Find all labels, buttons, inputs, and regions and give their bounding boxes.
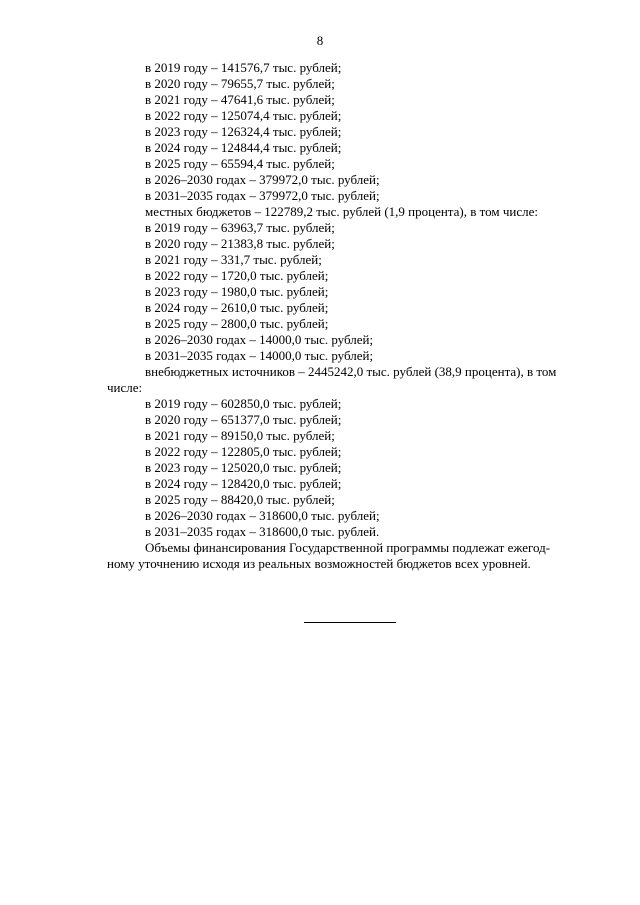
list-item: в 2024 году – 128420,0 тыс. рублей; xyxy=(145,476,342,491)
list-item: в 2020 году – 651377,0 тыс. рублей; xyxy=(145,412,342,427)
extra-budgetary-heading-line: числе: xyxy=(107,380,143,395)
list-item: в 2022 году – 1720,0 тыс. рублей; xyxy=(145,268,329,283)
list-item: в 2021 году – 47641,6 тыс. рублей; xyxy=(145,92,335,107)
list-item: в 2024 году – 124844,4 тыс. рублей; xyxy=(145,140,342,155)
list-item: в 2021 году – 331,7 тыс. рублей; xyxy=(145,252,322,267)
extra-budgetary-heading-line: внебюджетных источников – 2445242,0 тыс. рублей (38,9 процента), в том xyxy=(145,364,557,379)
list-item: в 2019 году – 141576,7 тыс. рублей; xyxy=(145,60,342,75)
list-item: в 2031–2035 годах – 379972,0 тыс. рублей; xyxy=(145,188,380,203)
list-item: в 2026–2030 годах – 318600,0 тыс. рублей; xyxy=(145,508,380,523)
list-item: в 2025 году – 2800,0 тыс. рублей; xyxy=(145,316,329,331)
list-item: в 2031–2035 годах – 14000,0 тыс. рублей; xyxy=(145,348,374,363)
list-item: в 2025 году – 88420,0 тыс. рублей; xyxy=(145,492,335,507)
list-item: в 2023 году – 125020,0 тыс. рублей; xyxy=(145,460,342,475)
list-item: в 2023 году – 126324,4 тыс. рублей; xyxy=(145,124,342,139)
list-item: в 2025 году – 65594,4 тыс. рублей; xyxy=(145,156,335,171)
extra-budgetary-heading xyxy=(107,364,595,396)
closing-paragraph-line: Объемы финансирования Государственной программы подлежат ежегод- xyxy=(145,540,551,555)
list-item: в 2026–2030 годах – 14000,0 тыс. рублей; xyxy=(145,332,374,347)
extra-budgetary-years-list xyxy=(107,396,595,540)
list-item: в 2022 году – 122805,0 тыс. рублей; xyxy=(145,444,342,459)
list-item: в 2021 году – 89150,0 тыс. рублей; xyxy=(145,428,335,443)
closing-paragraph-line: ному уточнению исходя из реальных возможностей бюджетов всех уровней. xyxy=(107,556,531,571)
list-item: в 2020 году – 21383,8 тыс. рублей; xyxy=(145,236,335,251)
document-body xyxy=(107,60,595,572)
list-item: в 2026–2030 годах – 379972,0 тыс. рублей; xyxy=(145,172,380,187)
list-item: в 2020 году – 79655,7 тыс. рублей; xyxy=(145,76,335,91)
list-item: в 2031–2035 годах – 318600,0 тыс. рублей. xyxy=(145,524,380,539)
list-item: в 2022 году – 125074,4 тыс. рублей; xyxy=(145,108,342,123)
republic-budget-years-list xyxy=(107,60,595,204)
page-number: 8 xyxy=(316,33,324,48)
list-item: в 2024 году – 2610,0 тыс. рублей; xyxy=(145,300,329,315)
list-item: в 2023 году – 1980,0 тыс. рублей; xyxy=(145,284,329,299)
list-item: в 2019 году – 602850,0 тыс. рублей; xyxy=(145,396,342,411)
end-divider-line xyxy=(304,622,396,623)
local-budgets-heading: местных бюджетов – 122789,2 тыс. рублей (1,9 процента), в том числе: xyxy=(145,204,538,219)
local-budget-years-list xyxy=(107,220,595,364)
list-item: в 2019 году – 63963,7 тыс. рублей; xyxy=(145,220,335,235)
closing-paragraph xyxy=(107,540,595,572)
